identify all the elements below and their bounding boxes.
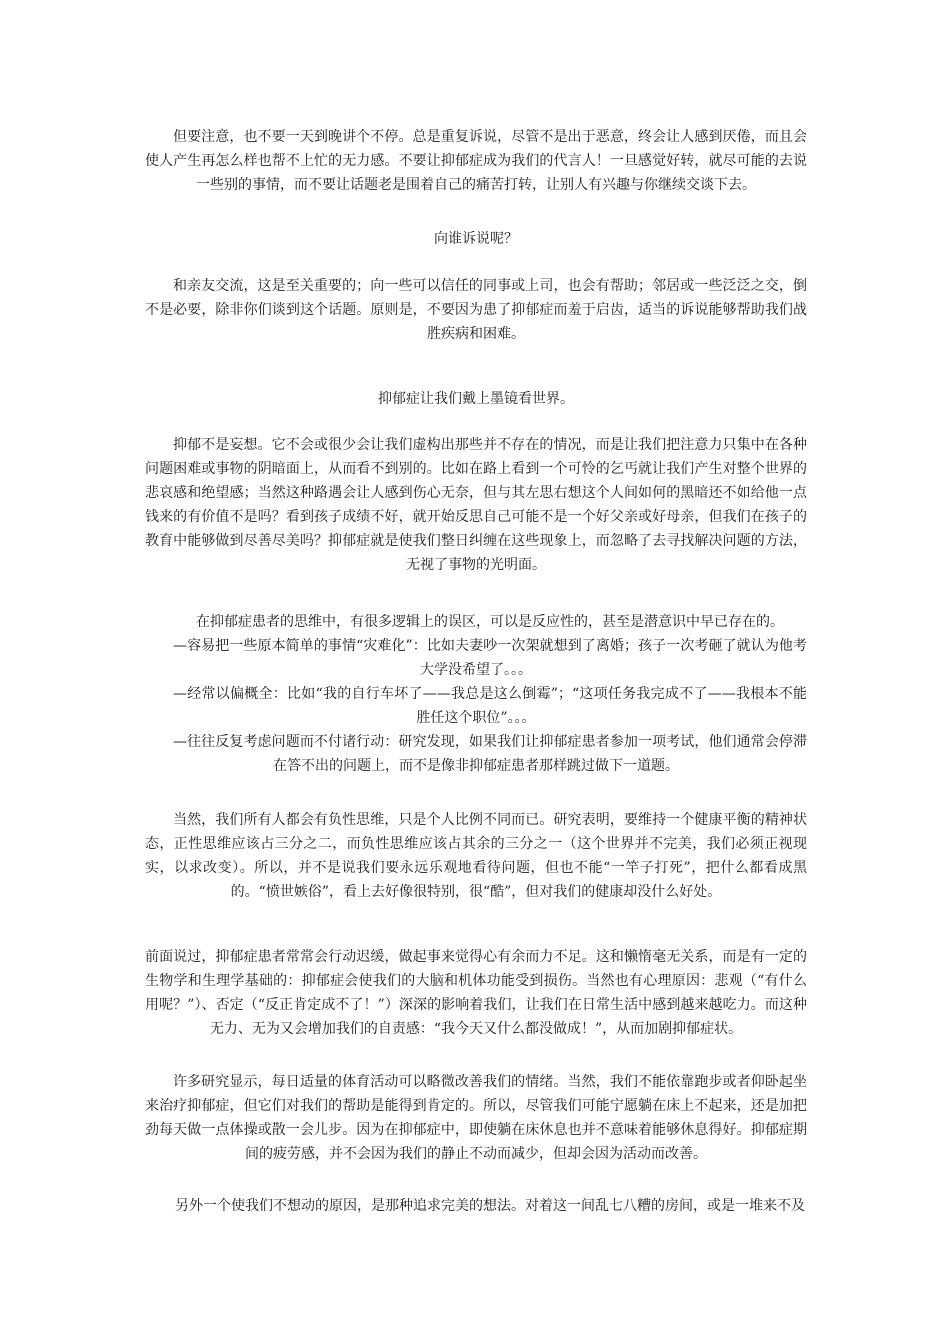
paragraph-talk-with-family: 和亲友交流，这是至关重要的；向一些可以信任的同事或上司，也会有帮助；邻居或一些泛泛之交，倒不是必要，除非你们谈到这个话题。原则是，不要因为患了抑郁症而羞于启齿，适当的诉说能够帮助我们战胜疾病和困难。 <box>145 278 807 342</box>
paragraph-perfectionism: 另外一个使我们不想动的原因，是那种追求完美的想法。对着这一间乱七八糟的房间，或是一堆来不及 <box>175 1198 805 1214</box>
paragraph-logic-errors: 在抑郁症患者的思维中，有很多逻辑上的误区，可以是反应性的，甚至是潜意识中早已存在的。 <box>196 614 784 630</box>
bullet-catastrophizing: —容易把一些原本简单的事情“灾难化”：比如夫妻吵一次架就想到了离婚；孩子一次考砸了就认为他考大学没希望了。。。 <box>173 638 807 678</box>
heading-sunglasses: 抑郁症让我们戴上墨镜看世界。 <box>378 391 574 407</box>
bullet-rumination: —往往反复考虑问题而不付诸行动：研究发现，如果我们让抑郁症患者参加一项考试，他们通常会停滞在答不出的问题上，而不是像非抑郁症患者那样跳过做下一道题。 <box>173 734 807 774</box>
paragraph-negative-thinking: 当然，我们所有人都会有负性思维，只是个人比例不同而已。研究表明，要维持一个健康平衡的精神状态，正性思维应该占三分之二，而负性思维应该占其余的三分之一（这个世界并不完美，我们必须正视现实，以求改变）。所以，并不是说我们要永远乐观地看待问题，但也不能“一竿子打死”，把什么都看成黑的。“愤世嫉俗”，看上去好像很特别，很“酷”，但对我们的健康却没什么好处。 <box>145 812 807 900</box>
paragraph-slow-action: 前面说过，抑郁症患者常常会行动迟缓，做起事来觉得心有余而力不足。这和懒惰毫无关系，而是有一定的生物学和生理学基础的：抑郁症会使我们的大脑和机体功能受到损伤。当然也有心理原因：悲观（“有什么用呢？”）、否定（“反正肯定成不了！”）深深的影响着我们，让我们在日常生活中感到越来越吃力。而这种无力、无为又会增加我们的自责感：“我今天又什么都没做成！”，从而加剧抑郁症状。 <box>145 949 807 1037</box>
heading-who-to-tell: 向谁诉说呢？ <box>434 231 518 247</box>
paragraph-dont-talk-nonstop: 但要注意，也不要一天到晚讲个不停。总是重复诉说，尽管不是出于恶意，终会让人感到厌倦，而且会使人产生再怎么样也帮不上忙的无力感。不要让抑郁症成为我们的代言人！一旦感觉好转，就尽可能的去说一些别的事情，而不要让话题老是围着自己的痛苦打转，让别人有兴趣与你继续交谈下去。 <box>145 129 807 193</box>
paragraph-not-delusion: 抑郁不是妄想。它不会或很少会让我们虚构出那些并不存在的情况，而是让我们把注意力只集中在各种问题困难或事物的阴暗面上，从而看不到别的。比如在路上看到一个可怜的乞丐就让我们产生对整个世界的悲哀感和绝望感；当然这种路遇会让人感到伤心无奈，但与其左思右想这个人间如何的黑暗还不如给他一点钱来的有价值不是吗？看到孩子成绩不好，就开始反思自己可能不是一个好父亲或好母亲，但我们在孩子的教育中能够做到尽善尽美吗？抑郁症就是使我们整日纠缠在这些现象上，而忽略了去寻找解决问题的方法，无视了事物的光明面。 <box>145 437 807 573</box>
bullet-overgeneralizing: —经常以偏概全：比如“我的自行车坏了——我总是这么倒霉”；“这项任务我完成不了——我根本不能胜任这个职位”。。。 <box>173 686 807 726</box>
paragraph-exercise: 许多研究显示，每日适量的体育活动可以略微改善我们的情绪。当然，我们不能依靠跑步或者仰卧起坐来治疗抑郁症，但它们对我们的帮助是能得到肯定的。所以，尽管我们可能宁愿躺在床上不起来，还是加把劲每天做一点体操或散一会儿步。因为在抑郁症中，即使躺在床休息也并不意味着能够休息得好。抑郁症期间的疲劳感，并不会因为我们的静止不动而减少，但却会因为活动而改善。 <box>145 1074 807 1162</box>
